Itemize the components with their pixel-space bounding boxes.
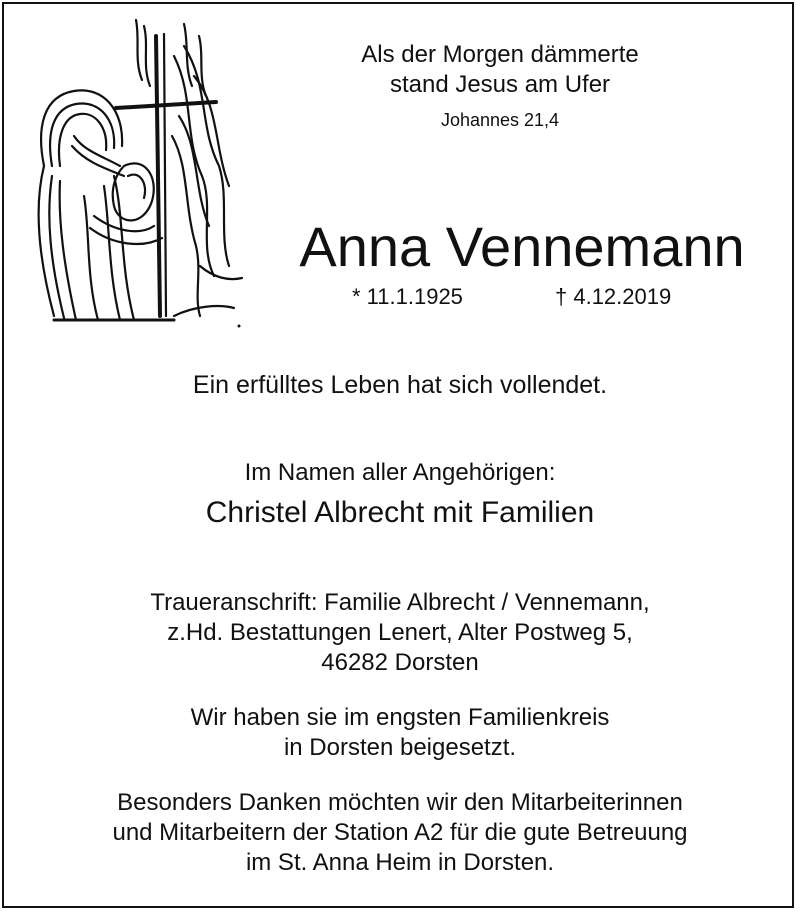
death-date: † 4.12.2019 [555, 284, 672, 309]
birth-date: * 11.1.1925 [352, 284, 463, 309]
thanks-line-1: Besonders Danken möchten wir den Mitarbeiterinnen [117, 789, 683, 816]
address-line-1: Traueranschrift: Familie Albrecht / Vennemann, [150, 589, 650, 616]
burial-line-1: Wir haben sie im engsten Familienkreis [190, 704, 610, 731]
address-line-3: 46282 Dorsten [321, 649, 479, 676]
verse-line-2: stand Jesus am Ufer [389, 71, 611, 98]
verse-line-1: Als der Morgen dämmerte [361, 41, 639, 68]
family-names: Christel Albrecht mit Familien [205, 496, 595, 529]
burial-line-2: in Dorsten beigesetzt. [283, 734, 517, 761]
thanks-line-2: und Mitarbeitern der Station A2 für die gute Betreuung [112, 819, 688, 846]
verse-reference: Johannes 21,4 [440, 110, 560, 130]
address-line-2: z.Hd. Bestattungen Lenert, Alter Postweg 5, [167, 619, 633, 646]
deceased-name: Anna Vennemann [299, 215, 745, 278]
family-intro: Im Namen aller Angehörigen: [244, 459, 556, 486]
life-statement: Ein erfülltes Leben hat sich vollendet. [192, 371, 608, 399]
thanks-line-3: im St. Anna Heim in Dorsten. [245, 849, 555, 876]
